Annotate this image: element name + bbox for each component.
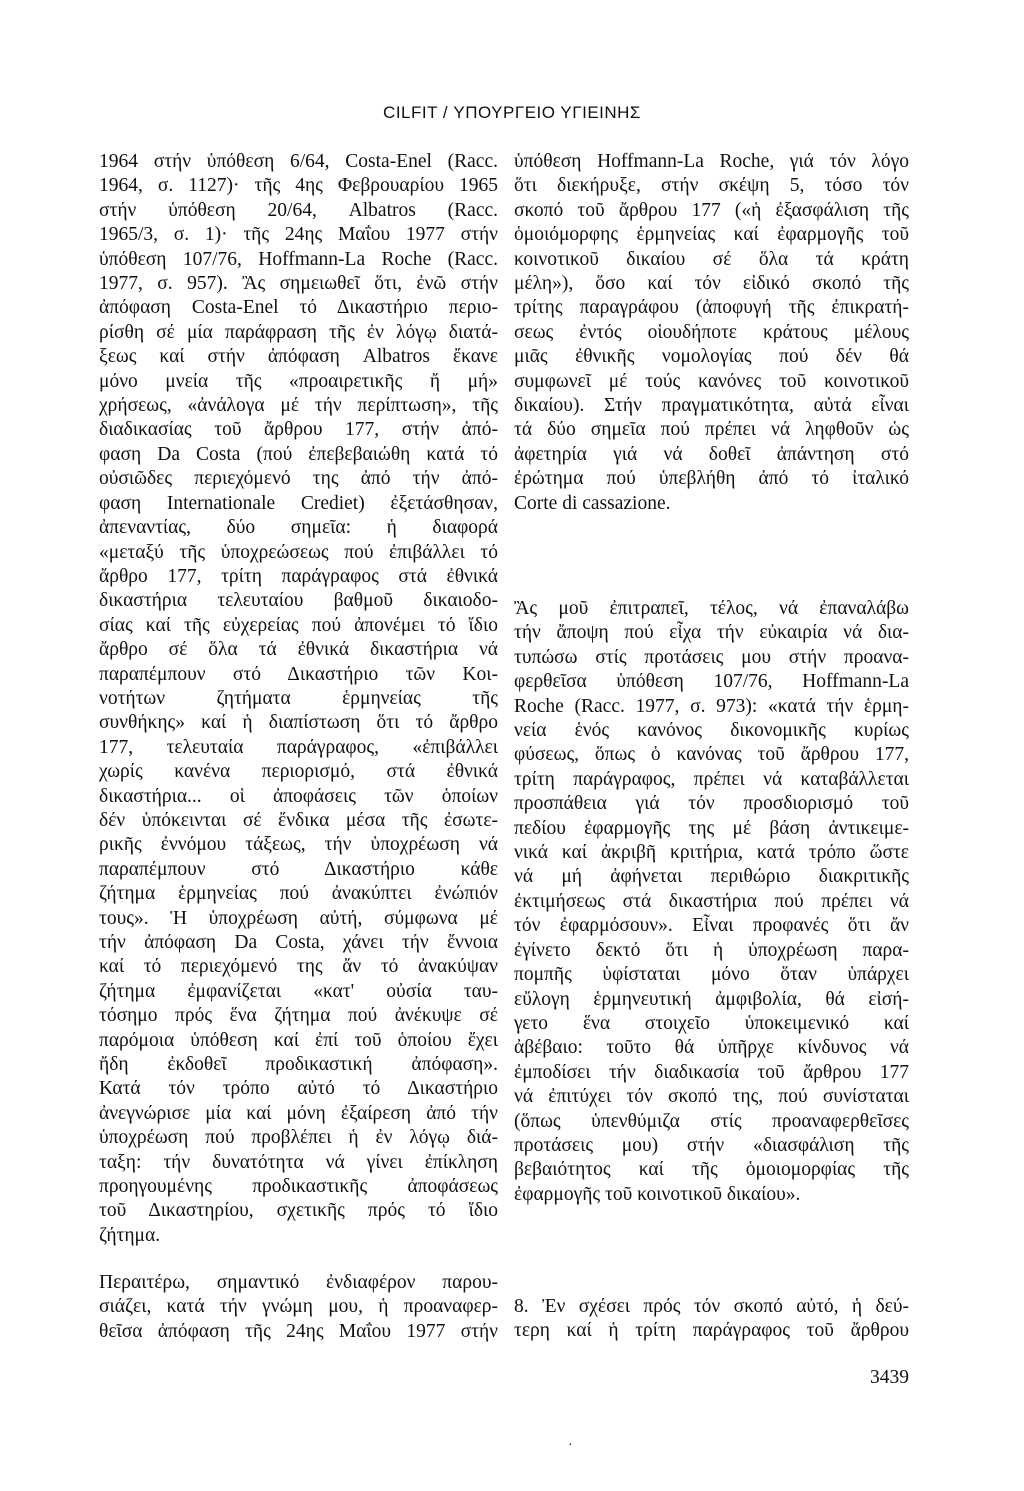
text-line: εὔλογη ἑρμηνευτική ἀμφιβολία, θά εἰσή- [514,988,909,1010]
text-line: «μεταξύ τῆς ὑποχρεώσεως πού ἐπιβάλλει τό [99,541,498,563]
text-line: Ἂς μοῦ ἐπιτραπεῖ, τέλος, νά ἐπαναλάβω [514,598,909,619]
running-header: CILFIT / ΥΠΟΥΡΓΕΙΟ ΥΓΙΕΙΝΗΣ [383,103,641,122]
text-line: ἐγίνετο δεκτό ὅτι ἡ ὑποχρέωση παρα- [514,939,909,961]
text-line: τους». Ἡ ὑποχρέωση αὐτή, σύμφωνα μέ [99,907,498,929]
text-line: τά δύο σημεῖα πού πρέπει νά ληφθοῦν ὡς [514,419,909,441]
text-line: σιάζει, κατά τήν γνώμη μου, ἡ προαναφερ- [99,1296,498,1318]
text-line: φύσεως, ὅπως ὁ κανόνας τοῦ ἄρθρου 177, [514,744,909,766]
text-line: Περαιτέρω, σημαντικό ἐνδιαφέρον παρου- [99,1272,498,1293]
text-line: ὑπόθεση 107/76, Hoffmann-La Roche (Racc. [99,248,498,270]
text-line: προτάσεις μου) στήν «διασφάλιση τῆς [514,1134,909,1156]
page-number: 3439 [870,1367,909,1388]
text-line: πεδίου ἐφαρμογῆς της μέ βάση ἀντικειμε- [514,817,909,839]
text-line: 177, τελευταία παράγραφος, «ἐπιβάλλει [99,736,498,758]
text-line: ὅτι διεκήρυξε, στήν σκέψη 5, τόσο τόν [514,175,909,197]
text-line: 1964 στήν ὑπόθεση 6/64, Costa-Enel (Racc. [99,151,498,172]
text-line: γετο ἕνα στοιχεῖο ὑποκειμενικό καί [514,1012,909,1034]
text-line: Roche (Racc. 1977, σ. 973): «κατά τήν ἑρμη- [514,695,909,717]
text-line: ὑπόθεση Hoffmann-La Roche, γιά τόν λόγο [514,151,909,172]
text-line: δικαστήρια τελευταίου βαθμοῦ δικαιοδο- [99,590,498,612]
text-line: τοῦ Δικαστηρίου, σχετικῆς πρός τό ἴδιο [99,1200,498,1222]
text-line: βεβαιότητος καί τῆς ὁμοιομορφίας τῆς [514,1159,909,1181]
text-line: παραπέμπουν στό Δικαστήριο κάθε [99,858,498,880]
text-line: τερη καί ἡ τρίτη παράγραφος τοῦ ἄρθρου [514,1320,909,1342]
text-line: μόνο μνεία τῆς «προαιρετικῆς ἤ μή» [99,370,498,392]
right-column-top [514,150,909,516]
text-line: δέν ὑπόκεινται σέ ἔνδικα μέσα τῆς ἐσωτε- [99,809,498,831]
text-line: τόν ἐφαρμόσουν». Εἶναι προφανές ὅτι ἄν [514,915,909,937]
text-line: παρόμοια ὑπόθεση καί ἐπί τοῦ ὁποίου ἔχει [99,1029,498,1051]
text-line: ἀπόφαση Costa-Enel τό Δικαστήριο περιο- [99,297,498,319]
stray-mark: · [568,1438,573,1453]
text-line: ἐμποδίσει τήν διαδικασία τοῦ ἄρθρου 177 [514,1061,909,1083]
text-line: παραπέμπουν στό Δικαστήριο τῶν Κοι- [99,663,498,685]
text-line: ἄρθρο 177, τρίτη παράγραφος στά ἐθνικά [99,565,498,587]
text-line: 1964, σ. 1127)· τῆς 4ης Φεβρουαρίου 1965 [99,175,498,197]
left-column [99,150,498,1248]
text-line: τυπώσω στίς προτάσεις μου στήν προανα- [514,646,909,668]
text-line: ὑποχρέωση πού προβλέπει ἡ ἐν λόγῳ διά- [99,1127,498,1149]
text-line: νοτήτων ζητήματα ἑρμηνείας τῆς [99,687,498,709]
text-line: ἐφαρμογῆς τοῦ κοινοτικοῦ δικαίου». [514,1183,801,1205]
right-column-middle [514,597,909,1207]
text-line: κοινοτικοῦ δικαίου σέ ὅλα τά κράτη [514,248,909,270]
text-line: ρίσθη σέ μία παράφραση τῆς ἐν λόγῳ διατά- [99,321,498,343]
text-line: τήν ἄποψη πού εἶχα τήν εὐκαιρία νά δια- [514,622,909,644]
text-line: νά ἐπιτύχει τόν σκοπό της, πού συνίσταται [514,1086,909,1108]
text-line: προσπάθεια γιά τόν προσδιορισμό τοῦ [514,793,909,815]
text-line: ἤδη ἐκδοθεῖ προδικαστική ἀπόφαση». [99,1054,498,1076]
text-line: ἀπεναντίας, δύο σημεῖα: ἡ διαφορά [99,517,498,539]
text-line: ζήτημα ἑρμηνείας πού ἀνακύπτει ἐνώπιόν [99,883,498,905]
text-line: ταξη: τήν δυνατότητα νά γίνει ἐπίκληση [99,1151,498,1173]
text-line: τήν ἀπόφαση Da Costa, χάνει τήν ἔννοια [99,932,498,953]
text-line: μιᾶς ἐθνικῆς νομολογίας πού δέν θά [514,346,909,368]
text-line: τρίτη παράγραφος, πρέπει νά καταβάλλεται [514,768,909,790]
text-line: ζήτημα ἐμφανίζεται «κατ' οὐσία ταυ- [99,980,498,1002]
text-line: συνθήκης» καί ἡ διαπίστωση ὅτι τό ἄρθρο [99,712,498,734]
text-line: ἐκτιμήσεως στά δικαστήρια πού πρέπει νά [514,890,909,912]
text-line: νά μή ἀφήνεται περιθώριο διακριτικῆς [514,866,909,888]
text-line: χωρίς κανένα περιορισμό, στά ἐθνικά [99,761,498,783]
text-line: 1977, σ. 957). Ἂς σημειωθεῖ ὅτι, ἐνῶ στήν [99,273,498,295]
text-line: δικαίου). Στήν πραγματικότητα, αὐτά εἶναι [514,395,909,417]
text-line: 8. Ἐν σχέσει πρός τόν σκοπό αὐτό, ἡ δεύ- [514,1296,909,1317]
text-line: μέλη»), ὅσο καί τόν εἰδικό σκοπό τῆς [514,273,909,295]
text-line: σεως ἐντός οἱουδήποτε κράτους μέλους [514,321,909,343]
text-line: σίας καί τῆς εὐχερείας πού ἀπονέμει τό ἴδιο [99,614,498,636]
text-line: πομπῆς ὑφίσταται μόνο ὅταν ὑπάρχει [514,964,909,986]
text-line: ἀνεγνώρισε μία καί μόνη ἐξαίρεση ἀπό τήν [99,1102,498,1124]
left-column-bottom [99,1271,498,1344]
text-line: φαση Internationale Crediet) ἐξετάσθησαν, [99,492,498,514]
text-line: στήν ὑπόθεση 20/64, Albatros (Racc. [99,199,498,221]
text-line: νεία ἑνός κανόνος δικονομικῆς κυρίως [514,720,909,742]
text-line: Corte di cassazione. [514,492,671,514]
text-line: νικά καί ἀκριβῆ κριτήρια, κατά τρόπο ὥστε [514,842,909,864]
text-line: φερθεῖσα ὑπόθεση 107/76, Hoffmann-La [514,671,909,693]
text-line: προηγουμένης προδικαστικῆς ἀποφάσεως [99,1176,498,1198]
text-line: ἄρθρο σέ ὅλα τά ἐθνικά δικαστήρια νά [99,639,498,661]
text-line: Κατά τόν τρόπο αὐτό τό Δικαστήριο [99,1078,498,1100]
text-line: διαδικασίας τοῦ ἄρθρου 177, στήν ἀπό- [99,419,498,441]
text-line: δικαστήρια... οἱ ἀποφάσεις τῶν ὁποίων [99,785,498,807]
text-line: (ὅπως ὑπενθύμιζα στίς προαναφερθεῖσες [514,1110,909,1132]
text-line: τρίτης παραγράφου (ἀποφυγή τῆς ἐπικρατή- [514,297,909,319]
text-line: φαση Da Costa (πού ἐπεβεβαιώθη κατά τό [99,443,498,465]
right-column-bottom [514,1295,909,1344]
text-line: ξεως καί στήν ἀπόφαση Albatros ἔκανε [99,346,498,368]
text-line: ζήτημα. [99,1224,161,1246]
text-line: καί τό περιεχόμενό της ἄν τό ἀνακύψαν [99,956,498,978]
text-line: θεῖσα ἀπόφαση τῆς 24ης Μαΐου 1977 στήν [99,1320,498,1342]
text-line: συμφωνεῖ μέ τούς κανόνες τοῦ κοινοτικοῦ [514,370,909,392]
text-line: σκοπό τοῦ ἄρθρου 177 («ἡ ἐξασφάλιση τῆς [514,199,909,221]
text-line: ρικῆς ἐννόμου τάξεως, τήν ὑποχρέωση νά [99,834,498,856]
text-line: οὐσιῶδες περιεχόμενό της ἀπό τήν ἀπό- [99,468,498,490]
text-line: χρήσεως, «ἀνάλογα μέ τήν περίπτωση», τῆς [99,395,498,417]
text-line: ἐρώτημα πού ὑπεβλήθη ἀπό τό ἰταλικό [514,468,909,490]
text-line: 1965/3, σ. 1)· τῆς 24ης Μαΐου 1977 στήν [99,224,498,246]
text-line: ὁμοιόμορφης ἑρμηνείας καί ἐφαρμογῆς τοῦ [514,224,909,246]
text-line: τόσημο πρός ἕνα ζήτημα πού ἀνέκυψε σέ [99,1005,498,1027]
text-line: ἀφετηρία γιά νά δοθεῖ ἀπάντηση στό [514,443,909,465]
text-line: ἀβέβαιο: τοῦτο θά ὑπῆρχε κίνδυνος νά [514,1037,909,1059]
